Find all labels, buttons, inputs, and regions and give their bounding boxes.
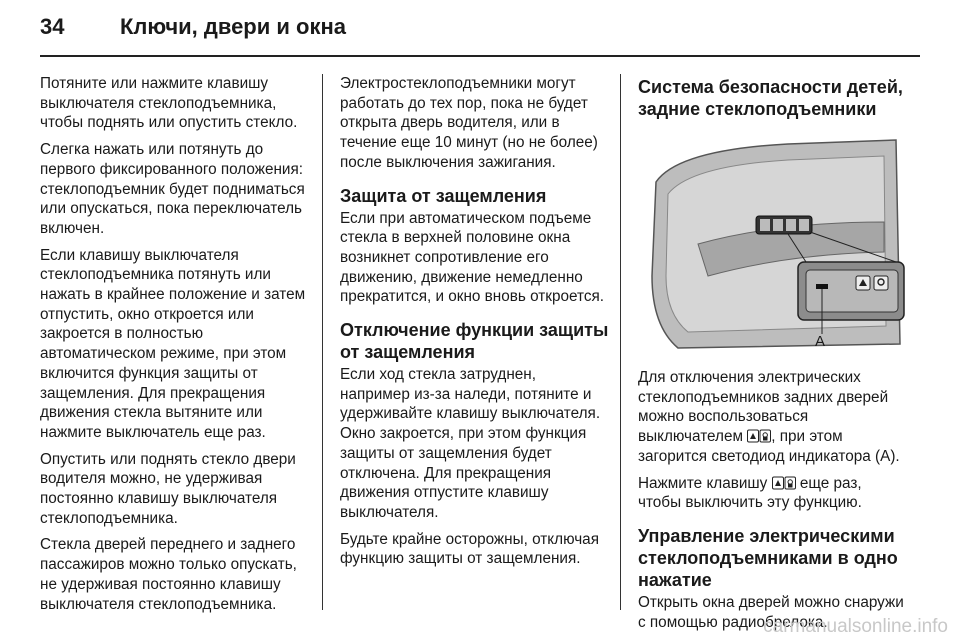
column-divider-left [322,74,323,610]
section-heading: Управление электрическими стеклоподъемниками в одно нажатие [638,525,898,590]
paragraph: Если при автоматическом подъеме стекла в верхней половине окна возникнет сопротивление его движению, движение немедленно прекратится, и окно вновь откроется. [340,209,605,306]
paragraph: Открыть окна дверей можно снаружи с помощью радиобрелока. [638,593,904,631]
paragraph: Потяните или нажмите клавишу выключателя стеклоподъемника, чтобы поднять или опустить стекло. [40,75,298,132]
column-right [638,76,908,639]
column-middle [340,74,610,576]
column-divider-right [620,74,621,610]
paragraph: Опустить или поднять стекло двери водителя можно, не удерживая постоянно клавишу выключателя стеклоподъемника. [40,450,296,527]
section-heading: Система безопасности детей, задние стеклоподъемники [638,77,903,119]
header-rule [40,55,920,57]
paragraph: Если ход стекла затруднен, например из-за наледи, потяните и удерживайте клавишу выключателя. Окно закроется, при этом функция защиты от защемления будет отключена. Для прекращения движения отпустите клавишу выключателя. [340,366,601,521]
section-heading: Отключение функции защиты от защемления [340,320,609,363]
paragraph: Электростеклоподъемники могут работать до тех пор, пока не будет открыта дверь водителя, или в течение еще 10 минут (но не более) после выключения зажигания. [340,75,598,171]
watermark: carmanualsonline.info [763,616,948,637]
paragraph: Если клавишу выключателя стеклоподъемника потянуть или нажать в крайнее положение и затем отпустить, окно откроется или закроется в полностью автоматическом режиме, при этом включится функция защиты от защемления. Для прекращения движения стекла вытяните или нажмите выключатель еще раз. [40,246,306,441]
paragraph: Нажмите клавишу еще раз, чтобы выключить эту функцию. [638,474,862,512]
paragraph: Для отключения электрических стеклоподъемников задних дверей можно воспользоваться выключателем , при этом загорится светодиод индикатора (A). [638,369,900,465]
page-number: 34 [40,14,65,39]
chapter-title: Ключи, двери и окна [120,14,346,39]
paragraph: Будьте крайне осторожны, отключая функцию защиты от защемления. [340,530,599,568]
door-panel-illustration [638,126,908,358]
door-panel-figure [638,126,908,358]
section-heading: Защита от защемления [340,185,547,206]
paragraph: Слегка нажать или потянуть до первого фиксированного положения: стеклоподъемник будет подниматься или опускаться, пока переключатель включен. [40,141,305,237]
child-lock-icon [747,429,771,443]
child-lock-icon [772,476,796,490]
figure-callout-label: A [815,333,826,350]
column-left [40,74,310,621]
page-header [0,0,960,58]
paragraph: Стекла дверей переднего и заднего пассажиров можно только опускать, не удерживая постоянно клавишу выключателя стеклоподъемника. [40,536,297,613]
